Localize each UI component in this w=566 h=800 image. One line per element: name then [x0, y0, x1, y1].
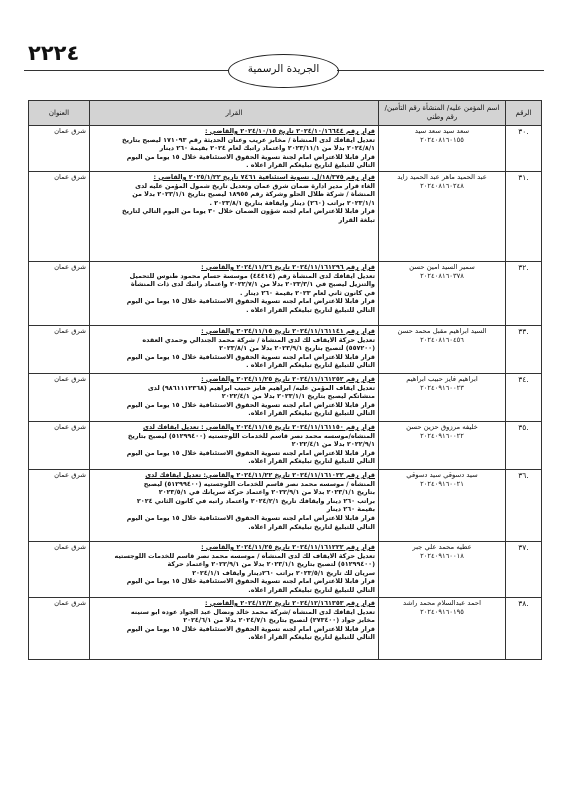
decision-line: قرار رقم ٢٠٢٤/١١/١٦١١٤١ تاريخ ٢٠٢٤/١١/١٥ والقاضي :	[201, 326, 375, 335]
row-decision-cell	[90, 541, 379, 597]
decision-line: قرار رقم ٢٠٢٤/١١/١٦١٠٢٢ تاريخ ٢٠٢٤/١١/٢٢ والقاضي: تعديل ايقافك لدى	[145, 470, 375, 479]
row-decision-cell	[90, 126, 379, 172]
decision-line: قرار قابلا للاعتراض امام لجنه شؤون الضمان خلال ٣٠ يوما من اليوم التالي لتاريخ	[122, 207, 375, 216]
row-number: .٣٢	[506, 261, 542, 325]
row-address: شرق عمان	[29, 261, 90, 325]
row-address: شرق عمان	[29, 421, 90, 469]
decision-line: قرار قابلا للاعتراض امام لجنه تسوية الحقوق الاستئنافية خلال ١٥ يوما من اليوم	[126, 448, 375, 457]
row-insured-name-cell	[379, 541, 506, 597]
row-address: شرق عمان	[29, 469, 90, 541]
national-id: ٢٠٢٤٠٩١٦٠١٩٥	[420, 607, 464, 616]
decision-line: قرار قابلا للاعتراض امام لجنه تسوية الحقوق الاستئنافية خلال ١٥ يوما من اليوم	[126, 352, 375, 361]
decision-line: في كانون ثاني لعام ٢٠٢٣ بقيمة ٢٦٠ دينار .	[239, 288, 375, 297]
decision-line: التالي للتبليغ لتاريخ تبليغكم القرار اعلاه.	[248, 409, 375, 418]
decision-line: ٢٠٢٢/٩/١ بدلا من ٢٠٢٢/٤/١	[291, 440, 375, 449]
row-number: .٣١	[506, 171, 542, 261]
table-row	[29, 171, 542, 261]
decision-line: قرار قابلا للاعتراض امام لجنه تسوية الحقوق الاستئنافية خلال ١٥ يوما من اليوم	[126, 577, 375, 586]
national-id: ٢٠٢٤٠٨١٦٠٤٥٦	[420, 335, 464, 344]
decision-line: تعديل ايقافك لدى المنشأة / مخابز عريب وعنان الحديثة رقم ١٧١٠٩٣ ليصبح بتاريخ	[122, 135, 375, 144]
decision-line: (٥١٢٩٩٤٠٠) لتصبح بتاريخ ٢٠٢٣/١/١ بدلا من ٢٠٢٢/٩/١ واعتماد حركة	[167, 560, 375, 569]
insured-name: ابراهيم فايز حبيب ابراهيم	[406, 374, 478, 383]
table-row	[29, 421, 542, 469]
decision-line: قرار رقم ٢٠٢٤/١١/١٦١٢٥٢ تاريخ ٢٠٢٤/١١/٢٥ والقاضي :	[201, 374, 375, 383]
records-table	[28, 100, 542, 660]
row-insured-name-cell	[379, 421, 506, 469]
decision-line: قرار قابلا للاعتراض امام لجنه تسوية الحقوق الاستئنافية خلال ١٥ يوما من اليوم	[126, 400, 375, 409]
table-header-row	[29, 101, 542, 126]
row-insured-name-cell	[379, 171, 506, 261]
decision-line: قرار رقم ٢٠٢٤/١١/١٦١٢٩٦ تاريخ ٢٠٢٤/١١/٢٦ والقاضي :	[201, 262, 375, 271]
insured-name: خليفه مرزوق حزين حسن	[406, 422, 478, 431]
decision-line: التالي للتبليغ لتاريخ تبليغكم القرار اعلاه.	[248, 457, 375, 466]
row-number: .٣٤	[506, 373, 542, 421]
insured-name: احمد عبدالسلام محمد راشد	[403, 598, 481, 607]
row-address: شرق عمان	[29, 325, 90, 373]
table-body	[29, 126, 542, 660]
decision-line: الغاء قرار مدير ادارة ضمان شرق عمان وتعديل تاريخ شمول المؤمن عليه لدى	[135, 181, 375, 190]
header-rule-left	[24, 70, 228, 71]
page-number: ٢٢٢٤	[28, 41, 80, 65]
table-row	[29, 597, 542, 659]
insured-name: السيد ابراهيم مقبل محمد حسن	[397, 326, 487, 335]
decision-line: التالي للتبليغ لتاريخ تبليغكم القرار اعلاه.	[248, 585, 375, 594]
decision-line: التالي للتبليغ لتاريخ تبليغكم القرار اعلاه .	[246, 361, 375, 370]
row-number: .٣٧	[506, 541, 542, 597]
table-row	[29, 325, 542, 373]
decision-line: التالي للتبليغ لتاريخ تبليغكم القرار اعلاه .	[246, 305, 375, 314]
row-decision-cell	[90, 597, 379, 659]
table-row	[29, 541, 542, 597]
decision-line: تعديل ايقاف المؤمن عليه/ ابراهيم فايز حبيب ابراهيم (٩٨٦١١١٢٣٦٨) لدى	[147, 383, 375, 392]
row-number: .٣٣	[506, 325, 542, 373]
decision-line: تعديل ايقافك لدى المنشأة رقم (٤٤٤١٤) موسسة حسام محمود طنوس للتحميل	[129, 271, 375, 280]
row-insured-name-cell	[379, 597, 506, 659]
national-id: ٢٠٢٤٠٩١٦٠٠٢٢	[420, 431, 464, 440]
table-row	[29, 261, 542, 325]
decision-line: قرار قابلا للاعتراض امام لجنه تسوية الحقوق الاستئنافية خلال ١٥ يوما من اليوم	[126, 513, 375, 522]
header-name: اسم المؤمن عليه/ المنشأة رقم التأمين/ رقم وطني	[379, 101, 506, 126]
row-decision-cell	[90, 421, 379, 469]
national-id: ٢٠٢٤٠٩١٦٠٠٢١	[420, 479, 464, 488]
row-insured-name-cell	[379, 325, 506, 373]
table-row	[29, 373, 542, 421]
decision-line: سريان لك تاريخ ٢٠٢٣/٥/١ براتب ٢٦٠دينار وايقاف ٢٠٢٤/١/١	[192, 568, 375, 577]
row-insured-name-cell	[379, 469, 506, 541]
decision-line: المنشاه/موسسه محمد نصر قاسم للخدمات اللوجستيه (٥١٢٩٩٤٠٠) ليصبح بتاريخ	[127, 431, 375, 440]
decision-line: قرار رقم ٢٠٢٤/١٠/١٦٦٤٤ تاريخ ٢٠٢٤/١٠/١٥ والقاضي :	[205, 127, 375, 135]
decision-line: منشاتكم ليصبح بتاريخ ٢٠٢٣/١/١ بدلا من ٢٠٢٢/٤/١	[221, 392, 375, 401]
decision-line: قرار رقم ٢٠٢٤/١١/١٦١٢٢٢ تاريخ ٢٠٢٤/١١/٢٥ والقاضي :	[201, 542, 375, 551]
header-rule-right	[337, 70, 544, 71]
table-row	[29, 469, 542, 541]
row-insured-name-cell	[379, 126, 506, 172]
decision-line: التالي للتبليغ لتاريخ تبليغكم القرار اعلاه.	[248, 633, 375, 642]
decision-line: والتنزيل ليصبح في ٢٠٢٣/٣/١ بدلا من ٢٠٢٢/٧/١ واعتماد راتبك لدى ذات المنشأة	[130, 280, 375, 289]
header-address: العنوان	[29, 101, 90, 126]
decision-line: المنشأة / شركة ظلال الحلو وشركة رقم ١٨٩٥٥ ليصبح بتاريخ ٢٠٢٣/١/١ بدلا من	[132, 190, 375, 199]
decision-line: قرار رقم ٢٠٢٤/١٢/١٦١٣٥٣ تاريخ ٢٠٢٤/١٢/٢ والقاضي :	[205, 598, 375, 607]
decision-line: التالي للتبليغ لتاريخ تبليغكم القرار اعلاه .	[246, 161, 375, 170]
row-address: شرق عمان	[29, 126, 90, 172]
table-row	[29, 126, 542, 172]
insured-name: سعد سيد سعد سيد	[414, 127, 470, 135]
row-decision-cell	[90, 261, 379, 325]
decision-line: ٢٠٢٤/٨/١ بدلا من ٢٠٢٣/١١/١ واعتماد راتبك لعام ٢٠٢٤ بقيمة ٢٦٠ دينار	[159, 144, 375, 153]
decision-line: مخابز جواد (٢٧٣٤٠٠) لتصبح بتاريخ ٢٠٢٤/٧/١ بدلا من ٢٠٢٤/٦/١	[183, 616, 375, 625]
row-number: .٣٥	[506, 421, 542, 469]
row-number: .٣٠	[506, 126, 542, 172]
national-id: ٢٠٢٤٠٩١٦٠٠١٨	[420, 551, 464, 560]
row-decision-cell	[90, 469, 379, 541]
decision-line: قرار قابلا للاعتراض امام لجنة تسوية الحقوق الاستئنافية خلال ١٥ يوما من اليوم	[126, 152, 375, 161]
decision-line: بقيمة ٢٦٠ دينار	[326, 505, 375, 514]
national-id: ٢٠٢٤٠٩١٦٠٠٢٣	[420, 383, 464, 392]
decision-line: التالي للتبليغ لتاريخ تبليغكم القرار اعلاه.	[248, 522, 375, 531]
insured-name: سمير السيد امين حسن	[409, 262, 475, 271]
national-id: ٢٠٢٤٠٨١٦٠١٥٥	[420, 136, 464, 144]
national-id: ٢٠٢٤٠٨١٦٠٢٤٨	[420, 181, 464, 190]
decision-line: تبلغة القرار	[338, 215, 375, 224]
row-insured-name-cell	[379, 261, 506, 325]
decision-line: تعديل حركة الايقاف لك لدى المنشأه / موسسه محمد نصر قاسم للخدمات اللوجستيه	[114, 551, 375, 560]
insured-name: عطيه محمد علي جبر	[412, 542, 472, 551]
row-address: شرق عمان	[29, 597, 90, 659]
row-address: شرق عمان	[29, 373, 90, 421]
decision-line: تعديل حركة الايقاف لك لدى المنشأة / شركة محمد الجندالي وحمدي العقده	[142, 335, 375, 344]
decision-line: قرار قابلا للاعتراض امام لجنه تسوية الحقوق الاستئنافية خلال ١٥ يوما من اليوم	[126, 297, 375, 306]
row-address: شرق عمان	[29, 541, 90, 597]
row-number: .٣٦	[506, 469, 542, 541]
insured-name: عبد الحميد ماهر عبد الحميد زايد	[397, 172, 487, 181]
decision-line: المنشأه / موسسه محمد نصر قاسم للخدمات اللوجستيه (٥١٢٩٩٤٠٠) ليصبح	[143, 479, 375, 488]
national-id: ٢٠٢٤٠٨١٦٠٣٧٨	[420, 271, 464, 280]
gazette-title: الجريدة الرسمية	[247, 63, 320, 75]
decision-line: تعديل ايقافك لدى المنشأه /شركة محمد خالد ونضال عبد الجواد عوده ابو سنينه	[130, 607, 375, 616]
header-number: الرقم	[506, 101, 542, 126]
row-address: شرق عمان	[29, 171, 90, 261]
decision-line: (٥٥٧٢٠٠) لتصبح بتاريخ ٢٠٢٣/٩/١ بدلا من ٢٠٢٣/٨/١	[219, 344, 375, 353]
decision-line: براتب ٢٦٠ دينار وايقافك تاريخ ٢٠٢٤/٢/١ واعتماد راتبه في كانون الثاني ٢٠٢٤	[136, 496, 375, 505]
row-decision-cell	[90, 171, 379, 261]
decision-line: قرار رقم ٢٠٢٤/١١/١٦١١٥٠ تاريخ ٢٠٢٤/١١/١٥ والقاضي : تعديل ايقافك لدى	[142, 422, 375, 431]
row-number: .٣٨	[506, 597, 542, 659]
decision-line: بتاريخ ٢٠٢٣/١/١ بدلا من ٢٠٢٢/٩/١ واعتماد حركة سريانك في ٢٠٢٣/٥/١	[158, 488, 375, 497]
row-insured-name-cell	[379, 373, 506, 421]
decision-line: قرار قابلا للاعتراض امام لجنه تسوية الحقوق الاستئنافية خلال ١٥ يوما من اليوم	[126, 624, 375, 633]
row-decision-cell	[90, 325, 379, 373]
decision-line: ٢٠٢٣/١/١ براتب (٢٦٠) دينار وايقافة بتاريخ ٢٠٢٣/٨/١ .	[209, 198, 375, 207]
row-decision-cell	[90, 373, 379, 421]
header-decision: القرار	[90, 101, 379, 126]
decision-line: قرار رقم ١٨/٣٧٥/ل. تسوية استئنافية ٧٤٦١ تاريخ ٢٠٢٥/١/٢٢ والقاضي :	[153, 172, 375, 181]
insured-name: سيد دسوقي سيد دسوقي	[406, 470, 478, 479]
